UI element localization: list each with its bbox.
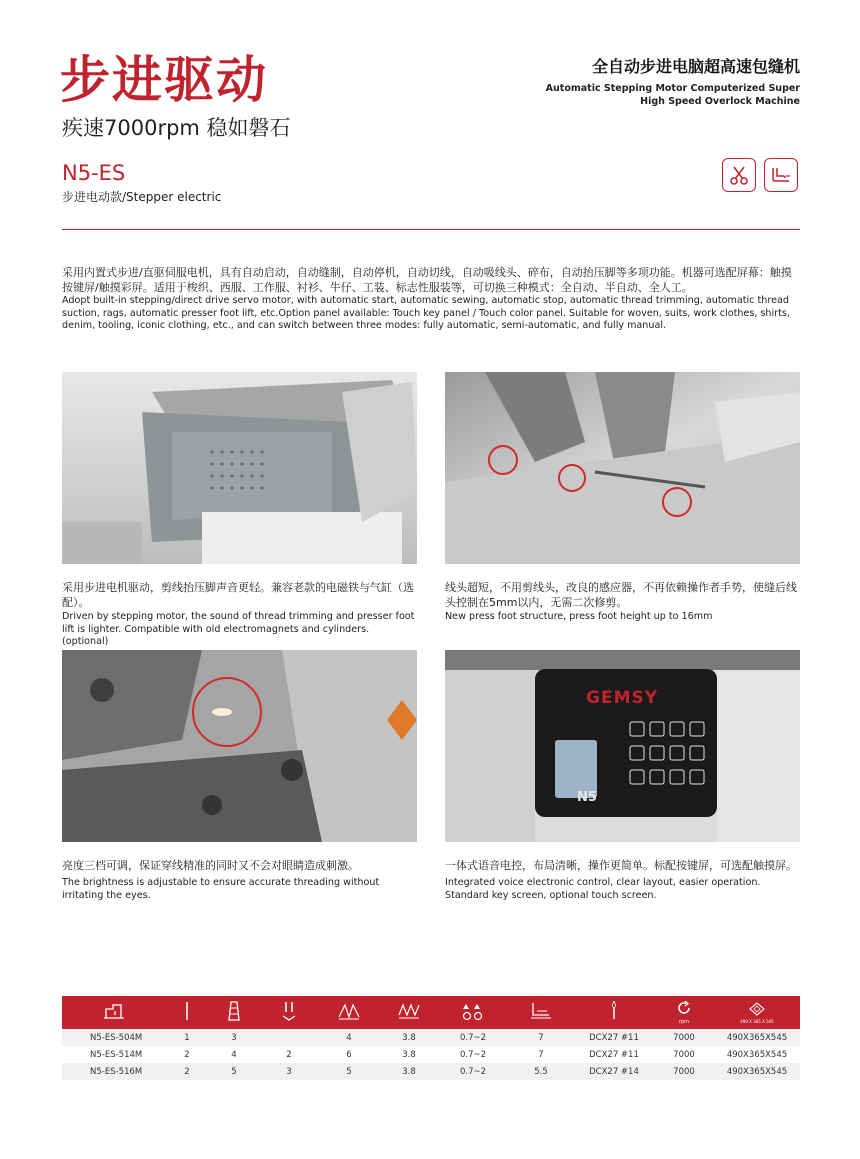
feature-2-en: New press foot structure, press foot height up to 16mm — [445, 611, 713, 622]
cell-needle: 1 — [166, 1029, 208, 1046]
cell-stitch-width: 6 — [318, 1046, 380, 1063]
cell-needle: 2 — [166, 1063, 208, 1080]
spec-table — [62, 996, 800, 1080]
rpm-label: rpm — [678, 1019, 690, 1025]
photo-control-panel — [445, 650, 800, 842]
cell-thread: 3 — [208, 1029, 260, 1046]
feature-4-en: Integrated voice electronic control, clear layout, easier operation. Standard key screen, optional touch screen. — [445, 877, 761, 901]
table-row — [62, 1063, 800, 1080]
machine-icon — [62, 996, 166, 1029]
photo-machine-head — [62, 372, 417, 564]
cell-model: N5-ES-504M — [62, 1029, 166, 1046]
cell-ratio: 0.7~2 — [438, 1046, 508, 1063]
feature-2-cn: 线头超短，不用剪线头，改良的感应器，不再依赖操作者手势，使缝后线头控制在5mm以内，无需二次修剪。 — [445, 581, 797, 609]
needle-icon — [574, 996, 654, 1029]
hero-subtitle: 疾速7000rpm 稳如磐石 — [62, 116, 291, 140]
panel-keypad — [628, 720, 706, 794]
feature-3-cn: 亮度三档可调，保证穿线精准的同时又不会对眼睛造成刺激。 — [62, 859, 359, 872]
dimension-icon — [714, 996, 800, 1029]
scissors-icon — [722, 158, 756, 192]
cell-model: N5-ES-514M — [62, 1046, 166, 1063]
feature-3-en: The brightness is adjustable to ensure accurate threading without irritating the eyes. — [62, 877, 380, 901]
intro-en: Adopt built-in stepping/direct drive servo motor, with automatic start, automatic sewing, automatic stop, automatic thread trimming, automatic thread suction, rags, automatic presser foot lift, etc.Option panel available: Touch key panel / Touch color panel. Suitable for woven, suits, work clothes, shirts, denim, tooling, iconic clothing, etc., and can switch between three modes: fully automatic, semi-automatic, and fully manual. — [62, 295, 790, 331]
panel-brand: GEMSY — [586, 688, 659, 708]
cell-needle: 2 — [166, 1046, 208, 1063]
model-name: N5-ES — [62, 161, 126, 185]
cell-stitch-width: 4 — [318, 1029, 380, 1046]
cell-stitch-length: 3.8 — [380, 1029, 438, 1046]
cell-needle-type: DCX27 #14 — [574, 1063, 654, 1080]
product-title-en-line2: High Speed Overlock Machine — [640, 96, 800, 107]
cell-model: N5-ES-516M — [62, 1063, 166, 1080]
cell-needle-type: DCX27 #11 — [574, 1029, 654, 1046]
cell-lift: 7 — [508, 1029, 574, 1046]
presser-lift-icon — [508, 996, 574, 1029]
panel-model: N5 — [577, 790, 597, 805]
product-title-cn: 全自动步进电脑超高速包缝机 — [591, 57, 800, 76]
header-divider — [62, 229, 800, 230]
cell-differential: 3 — [260, 1063, 318, 1080]
cell-ratio: 0.7~2 — [438, 1029, 508, 1046]
stitch-length-icon — [318, 996, 380, 1029]
thread-cone-icon — [208, 996, 260, 1029]
table-row — [62, 1046, 800, 1063]
cell-rpm: 7000 — [654, 1063, 714, 1080]
intro-cn: 采用内置式步进/直驱伺服电机，具有自动启动，自动缝制，自动停机，自动切线，自动吸线头、碎布，自动抬压脚等多项功能。机器可选配屏幕：触摸按键屏/触摸彩屏。适用于梭织、西服、工作服、衬衫、牛仔、工装、标志性服装等，可切换三种模式：全自动、半自动、全人工。 — [62, 266, 792, 294]
differential-ratio-icon — [438, 996, 508, 1029]
cell-thread: 4 — [208, 1046, 260, 1063]
hero-title: 步进驱动 — [60, 51, 268, 109]
cell-lift: 5.5 — [508, 1063, 574, 1080]
cell-differential: 2 — [260, 1046, 318, 1063]
presser-foot-icon — [764, 158, 798, 192]
cell-needle-type: DCX27 #11 — [574, 1046, 654, 1063]
cell-stitch-length: 3.8 — [380, 1046, 438, 1063]
product-title-en — [540, 82, 800, 108]
overlock-width-icon — [380, 996, 438, 1029]
cell-dimension: 490X365X545 — [714, 1046, 800, 1063]
differential-icon — [260, 996, 318, 1029]
cell-thread: 5 — [208, 1063, 260, 1080]
product-title-en-line1: Automatic Stepping Motor Computerized Super — [545, 83, 800, 94]
dimension-label: 490 X 365 X 545 — [740, 1018, 774, 1024]
photo-presser-foot — [445, 372, 800, 564]
needle-count-icon — [166, 996, 208, 1029]
feature-1-en: Driven by stepping motor, the sound of thread trimming and presser foot lift is lighter. Compatible with old electromagnets and cylinders. (optional) — [62, 611, 415, 647]
cell-rpm: 7000 — [654, 1029, 714, 1046]
cell-differential — [260, 1029, 318, 1046]
cell-dimension: 490X365X545 — [714, 1063, 800, 1080]
cell-rpm: 7000 — [654, 1046, 714, 1063]
feature-1-cn: 采用步进电机驱动，剪线抬压脚声音更轻。兼容老款的电磁铁与气缸（选配）。 — [62, 581, 414, 609]
feature-4-cn: 一体式语音电控，布局清晰，操作更简单。标配按键屏，可选配触摸屏。 — [445, 859, 797, 872]
cell-stitch-width: 5 — [318, 1063, 380, 1080]
spec-header-row — [62, 996, 800, 1029]
table-row — [62, 1029, 800, 1046]
model-subtitle: 步进电动款/Stepper electric — [62, 190, 222, 204]
photo-led-light — [62, 650, 417, 842]
cell-stitch-length: 3.8 — [380, 1063, 438, 1080]
cell-dimension: 490X365X545 — [714, 1029, 800, 1046]
rpm-icon — [654, 996, 714, 1029]
cell-ratio: 0.7~2 — [438, 1063, 508, 1080]
cell-lift: 7 — [508, 1046, 574, 1063]
